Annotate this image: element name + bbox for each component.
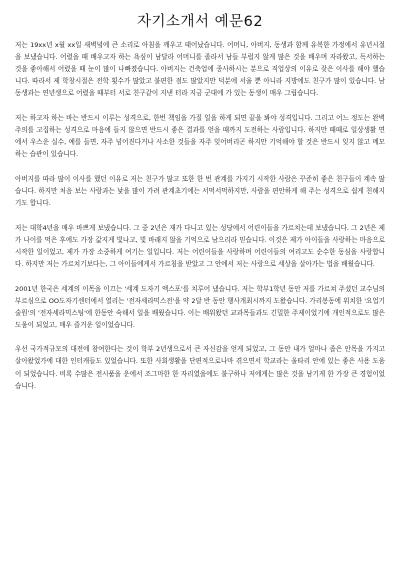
paragraph-university: 저는 대학4년을 매우 바쁘게 보냈습니다. 그 중 2년은 재가 다니고 있는 성당에서 어린이들을 가르치는데 보냈습니다. 그 2년은 제가 나이를 먹은 후에도 가장 값지게 빛나고, 빛 바래지 않을 기억으로 남으리라 믿습니다. 이것은 제가 아이들을 사랑하는 마음으로 시작한 일이었고, 제가 가장 소중하게 여기는 일입니다. 저는 어린이들을 사랑하며 어린이들의 여리고도 순수한 동심을 사랑합니다. 하지만 저는 가르치기보다는, 그 아이들에게서 가르침을 받았고 그 안에서 저는 사랑으로 세상을 살아가는 법을 배웠습니다. <box>15 223 385 268</box>
paragraph-relationships: 아버지를 따라 많이 이사를 했던 이유로 저는 친구가 많고 또한 한 번 관계를 가지기 시작한 사람은 꾸준히 좋은 친구들이 계속 많습니다. 하지만 처음 보는 사람과는 낯을 많이 가려 관계초기에는 서먹서먹하지만, 사람을 편안하게 해 주는 성격으로 쉽게 친해지기도 합니다. <box>15 174 385 208</box>
paragraph-family: 저는 19xx년 x월 xx일 새벽녘에 큰 소리로 아침을 깨우고 태어났습니다. 어머니, 아버지, 동생과 함께 유복한 가정에서 유년시절을 보냈습니다. 어렸을 때 배우고자 하는 욕심이 남달라 어머니를 졸라서 남들 부럽지 않게 많은 것을 배우며 자라왔고, 독서하는 것을 좋아해서 어렸을 때 눈이 많이 나빠졌습니다. 아버지는 건축업에 종사하시는 분으로 직업상의 이유로 잦은 이사를 해야 했습니다. 따라서 제 학창시절은 전학 횟수가 많았고 불편한 점도 많았지만 덕분에 서울 뿐 아니라 지방에도 친구가 많이 있습니다. 남동생과는 연년생으로 어렸을 때부터 서로 친구같이 지낸 터라 지금 군대에 가 있는 동생이 매우 그립습니다. <box>15 41 385 98</box>
paragraph-expo: 2001년 한국은 세계의 이목을 이끄는 '세계 도자기 엑스포'를 치루어 냈습니다. 저는 학부1학년 동안 저를 가르쳐 주셨던 교수님의 부르심으로 OO도자기센터에서 열리는 '전자세라믹스전'을 약 2달 반 동안 행사개최시까지 도왔습니다. 가리봉동에 위치한 '요업기술원'의 '전자세라믹스팀'에 한동안 숙해서 일을 배웠습니다. 이는 배워왔던 교과목들과도 긴밀한 주제이었기에 개인적으로도 많은 도움이 되었고, 매우 즐거운 일이었습니다. <box>15 284 385 329</box>
paragraph-personality: 저는 하고자 하는 바는 반드시 이루는 성격으로, 한번 책임을 가질 일을 하게 되면 끝을 봐야 성격입니다. 그리고 어느 정도는 완벽주의를 고집하는 성격으로 마음에 들지 않으면 반드시 좋은 결과를 얻을 때까지 도전하는 사람입니다. 하지만 때때로 일상생활 면에서 우스운 실수, 예를 들면, 자주 넘어진다거나 사소한 것들을 자주 잊어버리곤 하지만 기억해야 할 것은 반드시 잊지 않고 메모하는 습관이 있습니다. <box>15 113 385 159</box>
paragraph-experience: 우선 국가적규모의 대전에 참여한다는 것이 학부 2년생으로서 큰 자신감을 얻게 되었고, 그 동안 내가 얼마나 좁은 안목을 가지고 살아왔었가에 대한 인터캐들도 있었습니다. 또한 사회생활을 단편적으로나마 겪으면서 학교라는 울타리 안에 있는 좋은 사용 도움이 되었습니다. 비록 수많은 전시품을 운에서 조그마한 한 자리였을에도 불구하나 저에게는 많은 것을 남기게 한 가장 큰 경험이었습니다. <box>15 345 385 390</box>
document-title: 자기소개서 예문62 <box>136 14 264 30</box>
